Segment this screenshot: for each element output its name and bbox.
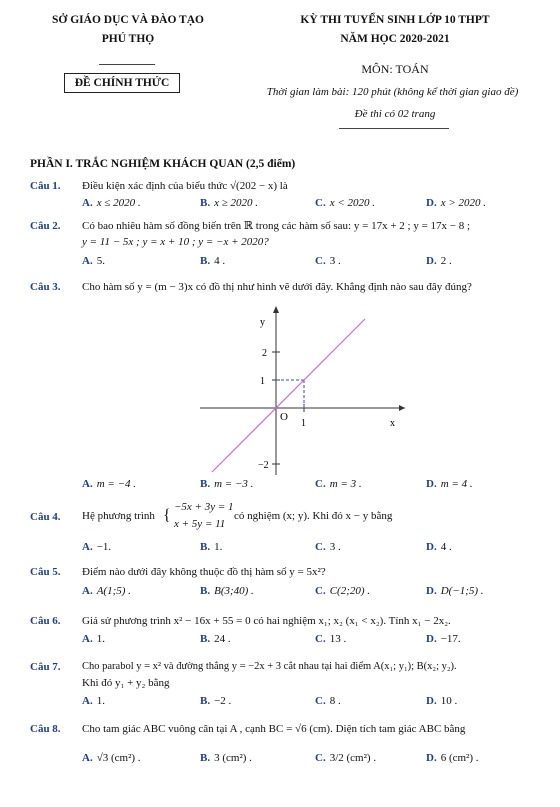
question-number: Câu 7. <box>30 661 61 673</box>
question-number: Câu 8. <box>30 723 61 735</box>
y-label: y <box>260 317 265 328</box>
system-eq-2: x + 5y = 11 <box>174 518 226 530</box>
option-b[interactable]: B. 4 . <box>200 255 226 267</box>
option-a[interactable]: A. 1. <box>82 695 105 707</box>
option-a[interactable]: A. 5. <box>82 255 105 267</box>
origin-label: O <box>280 411 288 423</box>
page-count: Đề thi có 02 trang <box>354 108 436 120</box>
divider <box>339 128 449 129</box>
exam-title: KỲ THI TUYỂN SINH LỚP 10 THPT <box>300 14 490 26</box>
question-number: Câu 2. <box>30 220 61 232</box>
question-text: Hệ phương trình <box>82 510 155 522</box>
option-d[interactable]: D. m = 4 . <box>426 478 473 490</box>
school-year: NĂM HỌC 2020-2021 <box>340 33 450 45</box>
question-text: Cho parabol y = x² và đường thẳng y = −2x + 3 cắt nhau tại hai điểm A(x₁; y₁); B(x₂; y₂). <box>82 661 457 672</box>
question-text: Cho tam giác ABC vuông cân tại A , cạnh BC = √6 (cm). Diện tích tam giác ABC bằng <box>82 723 466 735</box>
option-a[interactable]: A. m = −4 . <box>82 478 136 490</box>
option-a[interactable]: A. A(1;5) . <box>82 585 131 597</box>
option-b[interactable]: B. B(3;40) . <box>200 585 254 597</box>
option-c[interactable]: C. C(2;20) . <box>315 585 371 597</box>
province-name: PHÚ THỌ <box>101 33 155 45</box>
question-text-cont: y = 11 − 5x ; y = x + 10 ; y = −x + 2020? <box>82 236 269 248</box>
question-text: Giả sử phương trình x² − 16x + 55 = 0 có hai nghiệm x₁; x₂ (x₁ < x₂). Tính x₁ − 2x₂. <box>82 615 451 627</box>
question-number: Câu 4. <box>30 511 61 523</box>
option-c[interactable]: C. 13 . <box>315 633 347 645</box>
option-c[interactable]: C. 8 . <box>315 695 341 707</box>
divider <box>99 64 155 65</box>
question-text: Điểm nào dưới đây không thuộc đồ thị hàm số y = 5x²? <box>82 566 326 578</box>
option-b[interactable]: B. x ≥ 2020 . <box>200 197 259 209</box>
y-tick-1: 1 <box>260 376 265 387</box>
brace-icon: { <box>163 507 171 524</box>
question-text-cont: Khi đó y₁ + y₂ bằng <box>82 677 170 689</box>
question-text: Điều kiện xác định của biểu thức √(202 − x) là <box>82 180 288 192</box>
option-c[interactable]: C. m = 3 . <box>315 478 362 490</box>
question-number: Câu 3. <box>30 281 61 293</box>
time-limit: Thời gian làm bài: 120 phút (không kể thời gian giao đề) <box>266 86 519 98</box>
question-number: Câu 1. <box>30 180 61 192</box>
function-graph <box>190 300 420 480</box>
y-tick-neg2: −2 <box>258 460 269 471</box>
question-text-cont: có nghiệm (x; y). Khi đó x − y bằng <box>234 510 393 522</box>
option-c[interactable]: C. x < 2020 . <box>315 197 376 209</box>
option-d[interactable]: D. 10 . <box>426 695 458 707</box>
x-label: x <box>390 418 395 429</box>
option-d[interactable]: D. 2 . <box>426 255 452 267</box>
option-b[interactable]: B. 3 (cm²) . <box>200 752 252 764</box>
option-c[interactable]: C. 3/2 (cm²) . <box>315 752 377 764</box>
option-b[interactable]: B. 1. <box>200 541 223 553</box>
option-d[interactable]: D. 6 (cm²) . <box>426 752 479 764</box>
y-tick-2: 2 <box>262 348 267 359</box>
option-a[interactable]: A. x ≤ 2020 . <box>82 197 141 209</box>
option-d[interactable]: D. D(−1;5) . <box>426 585 484 597</box>
option-d[interactable]: D. x > 2020 . <box>426 197 487 209</box>
option-d[interactable]: D. −17. <box>426 633 461 645</box>
function-line <box>212 319 365 472</box>
system-eq-1: −5x + 3y = 1 <box>174 501 234 513</box>
question-number: Câu 5. <box>30 566 61 578</box>
dept-name: SỞ GIÁO DỤC VÀ ĐÀO TẠO <box>52 14 204 26</box>
question-8 <box>30 722 550 738</box>
question-text: Có bao nhiêu hàm số đồng biến trên ℝ trong các hàm số sau: y = 17x + 2 ; y = 17x − 8 ; <box>82 220 471 232</box>
question-text: Cho hàm số y = (m − 3)x có đồ thị như hình vẽ dưới đây. Khẳng định nào sau đây đúng? <box>82 281 472 293</box>
option-c[interactable]: C. 3 . <box>315 541 341 553</box>
question-7 <box>30 660 560 676</box>
option-b[interactable]: B. 24 . <box>200 633 231 645</box>
option-c[interactable]: C. 3 . <box>315 255 341 267</box>
option-a[interactable]: A. −1. <box>82 541 112 553</box>
question-3 <box>30 280 550 296</box>
question-5 <box>30 565 550 581</box>
question-6 <box>30 614 550 630</box>
x-arrow <box>399 405 405 411</box>
option-a[interactable]: A. √3 (cm²) . <box>82 752 141 764</box>
question-number: Câu 6. <box>30 615 61 627</box>
option-d[interactable]: D. 4 . <box>426 541 452 553</box>
option-b[interactable]: B. −2 . <box>200 695 232 707</box>
subject: MÔN: TOÁN <box>361 62 429 76</box>
y-arrow <box>273 306 279 313</box>
section-title: PHẦN I. TRẮC NGHIỆM KHÁCH QUAN (2,5 điểm) <box>30 158 296 170</box>
official-stamp: ĐỀ CHÍNH THỨC <box>64 73 180 93</box>
option-b[interactable]: B. m = −3 . <box>200 478 254 490</box>
x-tick-1: 1 <box>301 418 306 429</box>
option-a[interactable]: A. 1. <box>82 633 105 645</box>
